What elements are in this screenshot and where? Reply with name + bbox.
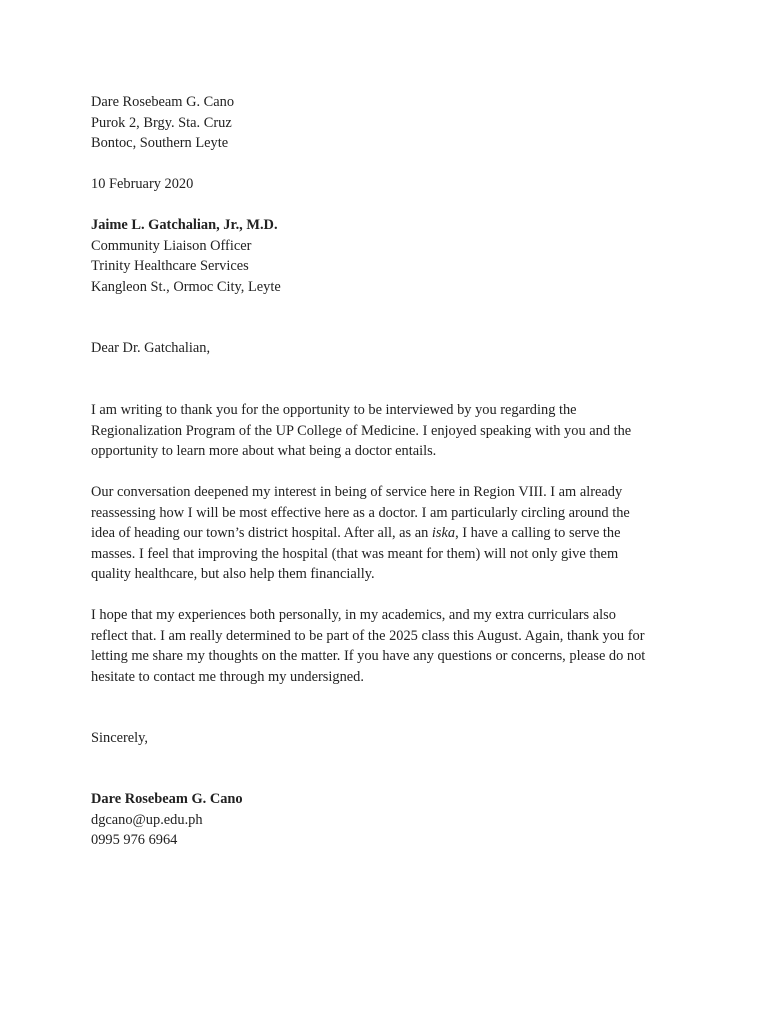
paragraph-1-line-3: opportunity to learn more about what being a doctor entails. [91,443,437,459]
paragraph-1-line-1: I am writing to thank you for the opportunity to be interviewed by you regarding the [91,402,577,418]
paragraph-3-line-2: reflect that. I am really determined to be part of the 2025 class this August. Again, thank you for [91,627,645,644]
letter-date: 10 February 2020 [91,176,194,192]
closing-block [91,728,691,749]
salutation: Dear Dr. Gatchalian, [91,340,211,356]
paragraph-2-line-3 [91,523,691,544]
paragraph-1-line-2: Regionalization Program of the UP College of Medicine. I enjoyed speaking with you and the [91,422,632,439]
paragraph-2-line-2: reassessing how I will be most effective here as a doctor. I am particularly circling around the [91,504,630,521]
salutation-block [91,338,691,359]
signature-email: dgcano@up.edu.ph [91,811,203,828]
sender-address-line1: Purok 2, Brgy. Sta. Cruz [91,114,232,131]
paragraph-2-iska: iska [431,525,456,541]
paragraph-2-line-3-rest: , I have a calling to serve the [455,525,621,541]
paragraph-2-line-4: masses. I feel that improving the hospital (that was meant for them) will not only give them [91,545,619,562]
paragraph-3-line-3: letting me share my thoughts on the matter. If you have any questions or concerns, please do not [91,648,646,664]
recipient-block [91,215,691,297]
signature-phone: 0995 976 6964 [91,832,178,848]
recipient-name: Jaime L. Gatchalian, Jr., M.D. [91,217,278,233]
recipient-organization: Trinity Healthcare Services [91,258,249,274]
paragraph-3-line-4: hesitate to contact me through my undersigned. [91,668,364,685]
paragraph-2-line-3-text: idea of heading our town’s district hospital. After all, as an [91,525,432,541]
paragraph-2-line-1: Our conversation deepened my interest in being of service here in Region VIII. I am already [91,484,623,500]
signature-name: Dare Rosebeam G. Cano [91,791,243,807]
sender-name: Dare Rosebeam G. Cano [91,94,235,110]
sender-address-block [91,92,691,154]
recipient-address: Kangleon St., Ormoc City, Leyte [91,278,281,295]
closing: Sincerely, [91,730,149,746]
paragraph-2-line-5: quality healthcare, but also help them financially. [91,566,375,582]
recipient-title: Community Liaison Officer [91,237,252,254]
body-paragraph-3 [91,605,691,687]
signature-block [91,789,691,851]
date-block [91,174,691,195]
body-paragraph-2 [91,482,691,585]
body-paragraph-1 [91,400,691,462]
sender-address-line2: Bontoc, Southern Leyte [91,135,229,151]
paragraph-3-line-1: I hope that my experiences both personally, in my academics, and my extra curriculars also [91,607,616,623]
